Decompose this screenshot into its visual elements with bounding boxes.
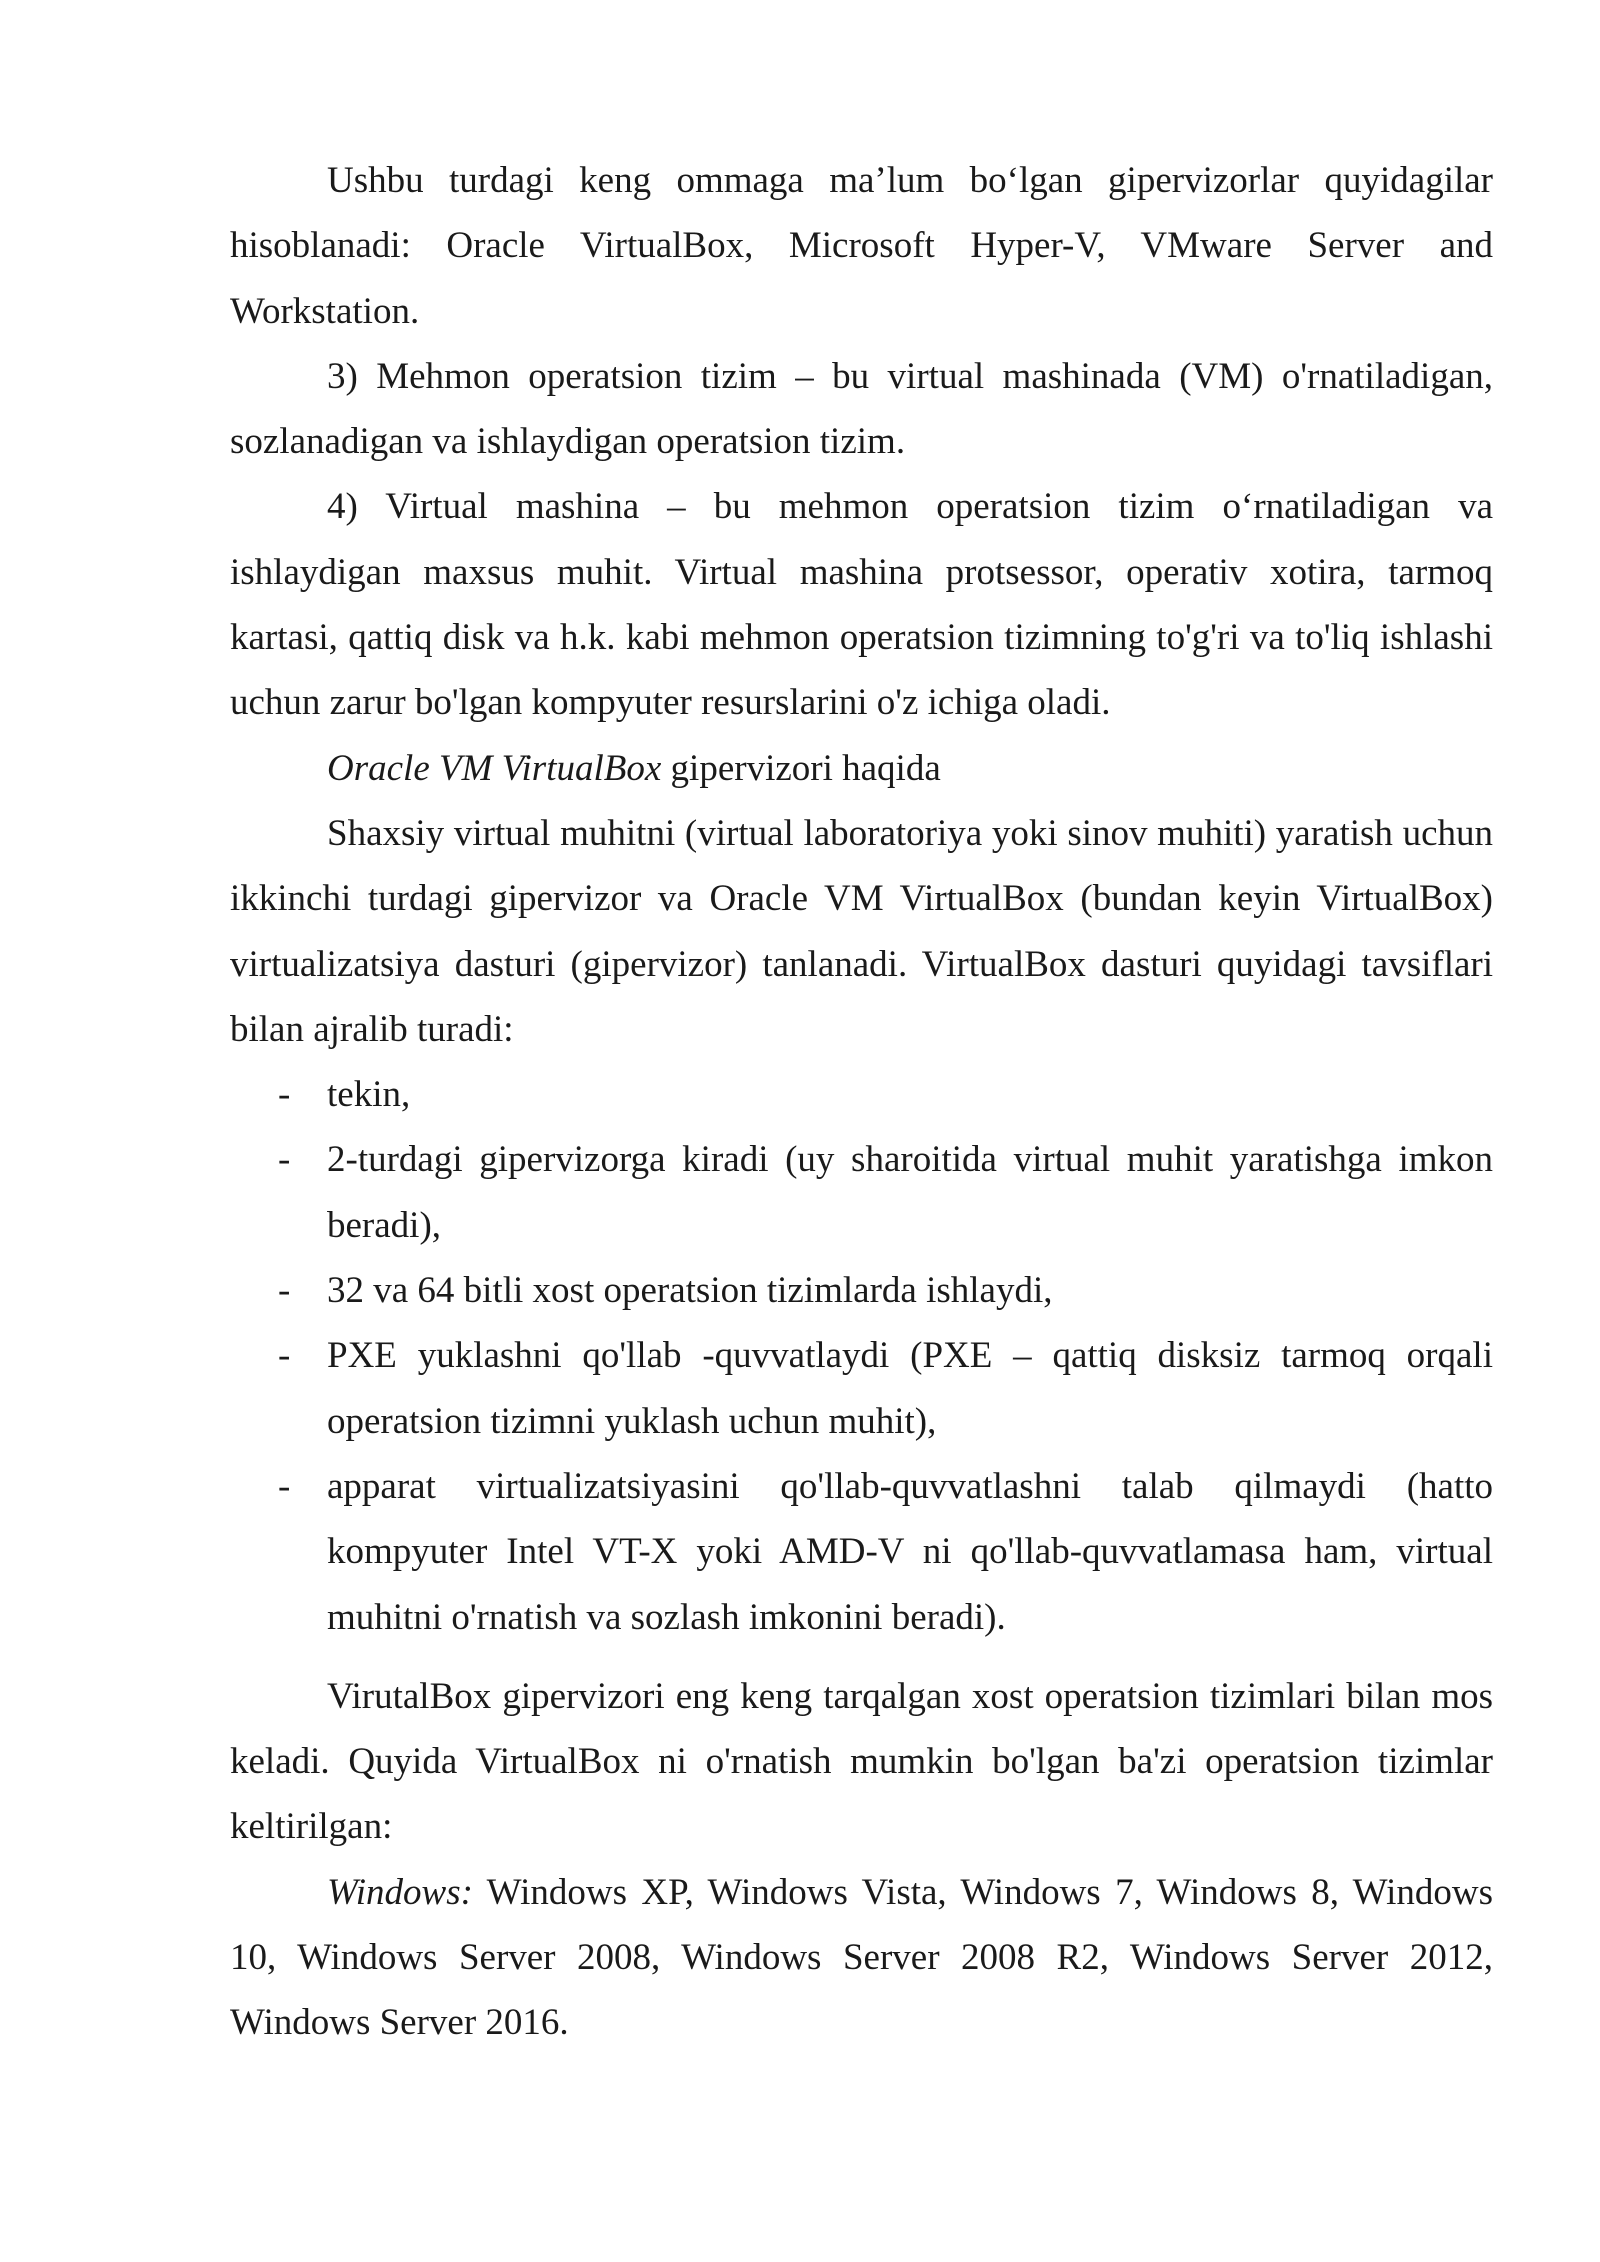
paragraph-virtual-machine: 4) Virtual mashina – bu mehmon operatsion tizim o‘rnatiladigan va ishlaydigan maxsus muhit. Virtual mashina protsessor, operativ xotira, tarmoq kartasi, qattiq disk va h.k. kabi mehmon operatsion tizimning to'g'ri va to'liq ishlashi uchun zarur bo'lgan kompyuter resurslarini o'z ichiga oladi. bbox=[230, 486, 1493, 724]
list-item bbox=[230, 1323, 1493, 1454]
paragraph-host-os-compat: VirutalBox gipervizori eng keng tarqalgan xost operatsion tizimlari bilan mos keladi. Quyida VirtualBox ni o'rnatish mumkin bo'lgan ba'zi operatsion tizimlar keltirilgan: bbox=[230, 1675, 1493, 1848]
list-marker: - bbox=[278, 1335, 291, 1377]
list-marker: - bbox=[278, 1074, 291, 1116]
list-item bbox=[230, 1258, 1493, 1323]
features-list bbox=[230, 1062, 1493, 1650]
list-item-text: 2-turdagi gipervizorga kiradi (uy sharoitida virtual muhit yaratishga imkon beradi), bbox=[327, 1139, 1493, 1246]
paragraph-virtualbox-intro: Shaxsiy virtual muhitni (virtual laboratoriya yoki sinov muhiti) yaratish uchun ikkinchi turdagi gipervizor va Oracle VM VirtualBox (bundan keyin VirtualBox) virtualizatsiya dasturi (gipervizor) tanlanadi. VirtualBox dasturi quyidagi tavsiflari bilan ajralib turadi: bbox=[230, 812, 1493, 1050]
list-item-text: 32 va 64 bitli xost operatsion tizimlarda ishlaydi, bbox=[327, 1270, 1053, 1312]
heading-italic-part: Oracle VM VirtualBox bbox=[327, 747, 662, 789]
heading-rest-part: gipervizori haqida bbox=[661, 747, 941, 789]
windows-versions: Windows XP, Windows Vista, Windows 7, Windows 8, Windows 10, Windows Server 2008, Windows Server 2008 R2, Windows Server 2012, Windows Server 2016. bbox=[230, 1871, 1493, 2044]
list-item bbox=[230, 1127, 1493, 1258]
list-marker: - bbox=[278, 1270, 291, 1312]
paragraph-guest-os: 3) Mehmon operatsion tizim – bu virtual mashinada (VM) o'rnatiladigan, sozlanadigan va ishlaydigan operatsion tizim. bbox=[230, 355, 1493, 463]
windows-label: Windows: bbox=[327, 1871, 473, 1913]
list-marker: - bbox=[278, 1139, 291, 1181]
paragraph-hypervisor-examples: Ushbu turdagi keng ommaga ma’lum bo‘lgan gipervizorlar quyidagilar hisoblanadi: Oracle VirtualBox, Microsoft Hyper-V, VMware Server and Workstation. bbox=[230, 160, 1493, 332]
list-marker: - bbox=[278, 1465, 291, 1507]
list-item-text: apparat virtualizatsiyasini qo'llab-quvvatlashni talab qilmaydi (hatto kompyuter Intel VT-X yoki AMD-V ni qo'llab-quvvatlamasa ham, virtual muhitni o'rnatish va sozlash imkonini beradi). bbox=[327, 1465, 1493, 1638]
list-item-text: tekin, bbox=[327, 1074, 411, 1116]
section-heading-virtualbox bbox=[230, 736, 1493, 801]
paragraph-windows-list bbox=[230, 1860, 1493, 2056]
list-item-text: PXE yuklashni qo'llab -quvvatlaydi (PXE – qattiq disksiz tarmoq orqali operatsion tizimni yuklash uchun muhit), bbox=[327, 1335, 1493, 1442]
document-page bbox=[230, 148, 1493, 2056]
list-item bbox=[230, 1062, 1493, 1127]
list-item bbox=[230, 1454, 1493, 1650]
